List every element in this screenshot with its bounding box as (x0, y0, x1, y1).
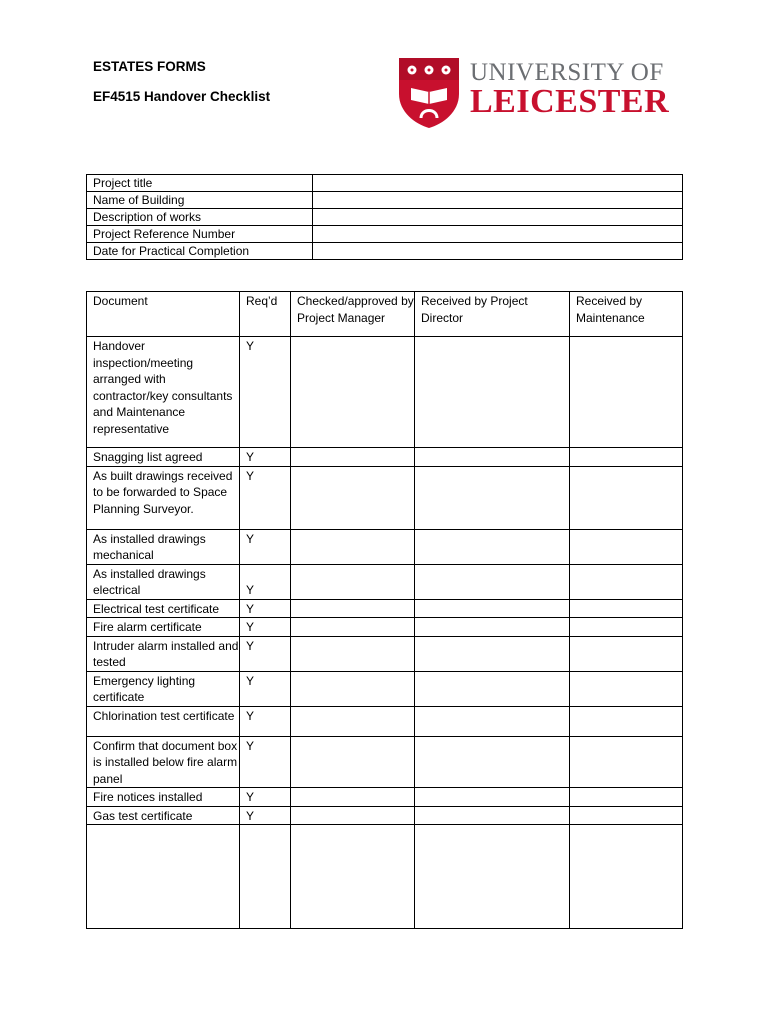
logo-line-leicester: LEICESTER (470, 83, 670, 120)
checklist-director-signoff-cell[interactable] (415, 706, 570, 736)
checklist-maintenance-signoff-cell[interactable] (570, 337, 683, 448)
checklist-document: Fire alarm certificate (87, 618, 240, 637)
checklist-maintenance-signoff-cell[interactable] (570, 466, 683, 529)
checklist-row (87, 671, 683, 706)
project-info-label: Name of Building (87, 192, 313, 209)
checklist-maintenance-signoff-cell[interactable] (570, 636, 683, 671)
checklist-row (87, 788, 683, 807)
project-info-label: Date for Practical Completion (87, 243, 313, 260)
header-received-by-maintenance: Received by Maintenance (570, 292, 683, 337)
checklist-document: Snagging list agreed (87, 448, 240, 467)
checklist-reqd: Y (240, 636, 291, 671)
checklist-maintenance-signoff-cell[interactable] (570, 706, 683, 736)
checklist-row (87, 825, 683, 929)
checklist-reqd: Y (240, 337, 291, 448)
university-logo (397, 56, 687, 130)
project-info-label: Project Reference Number (87, 226, 313, 243)
header-checked-by-pm: Checked/approved by Project Manager (291, 292, 415, 337)
checklist-row (87, 448, 683, 467)
handover-checklist-table (86, 291, 683, 929)
checklist-row (87, 337, 683, 448)
checklist-pm-signoff-cell[interactable] (291, 806, 415, 825)
checklist-row (87, 736, 683, 788)
project-info-value-field[interactable] (313, 175, 683, 192)
checklist-reqd (240, 825, 291, 929)
checklist-maintenance-signoff-cell[interactable] (570, 825, 683, 929)
logo-line-university-of: UNIVERSITY OF (470, 59, 664, 86)
checklist-row (87, 466, 683, 529)
checklist-maintenance-signoff-cell[interactable] (570, 788, 683, 807)
checklist-document: As installed drawings mechanical (87, 529, 240, 564)
checklist-pm-signoff-cell[interactable] (291, 337, 415, 448)
checklist-director-signoff-cell[interactable] (415, 599, 570, 618)
checklist-row (87, 636, 683, 671)
checklist-reqd: Y (240, 706, 291, 736)
checklist-pm-signoff-cell[interactable] (291, 825, 415, 929)
checklist-document: Fire notices installed (87, 788, 240, 807)
project-info-row (87, 226, 683, 243)
checklist-pm-signoff-cell[interactable] (291, 788, 415, 807)
checklist-director-signoff-cell[interactable] (415, 636, 570, 671)
form-title-heading: EF4515 Handover Checklist (93, 89, 271, 104)
checklist-reqd: Y (240, 788, 291, 807)
checklist-pm-signoff-cell[interactable] (291, 671, 415, 706)
checklist-director-signoff-cell[interactable] (415, 466, 570, 529)
project-info-value-field[interactable] (313, 226, 683, 243)
header-received-by-director: Received by Project Director (415, 292, 570, 337)
checklist-pm-signoff-cell[interactable] (291, 736, 415, 788)
checklist-maintenance-signoff-cell[interactable] (570, 529, 683, 564)
checklist-document: Electrical test certificate (87, 599, 240, 618)
checklist-pm-signoff-cell[interactable] (291, 529, 415, 564)
checklist-document: Confirm that document box is installed below fire alarm panel (87, 736, 240, 788)
checklist-document: Handover inspection/meeting arranged with contractor/key consultants and Maintenance representative (87, 337, 240, 448)
checklist-reqd: Y (240, 529, 291, 564)
checklist-director-signoff-cell[interactable] (415, 736, 570, 788)
checklist-document: As built drawings received to be forwarded to Space Planning Surveyor. (87, 466, 240, 529)
checklist-document: As installed drawings electrical (87, 564, 240, 599)
checklist-document: Intruder alarm installed and tested (87, 636, 240, 671)
checklist-pm-signoff-cell[interactable] (291, 564, 415, 599)
checklist-reqd: Y (240, 466, 291, 529)
checklist-reqd: Y (240, 618, 291, 637)
checklist-row (87, 599, 683, 618)
checklist-director-signoff-cell[interactable] (415, 448, 570, 467)
checklist-director-signoff-cell[interactable] (415, 825, 570, 929)
checklist-director-signoff-cell[interactable] (415, 671, 570, 706)
checklist-pm-signoff-cell[interactable] (291, 599, 415, 618)
header-document: Document (87, 292, 240, 337)
header-reqd: Req’d (240, 292, 291, 337)
checklist-document (87, 825, 240, 929)
checklist-reqd: Y (240, 806, 291, 825)
checklist-document: Gas test certificate (87, 806, 240, 825)
checklist-director-signoff-cell[interactable] (415, 788, 570, 807)
checklist-maintenance-signoff-cell[interactable] (570, 806, 683, 825)
checklist-document: Emergency lighting certificate (87, 671, 240, 706)
form-series-heading: ESTATES FORMS (93, 59, 206, 74)
project-info-row (87, 192, 683, 209)
project-info-value-field[interactable] (313, 243, 683, 260)
checklist-pm-signoff-cell[interactable] (291, 448, 415, 467)
checklist-maintenance-signoff-cell[interactable] (570, 618, 683, 637)
university-shield-icon (397, 56, 461, 130)
checklist-pm-signoff-cell[interactable] (291, 618, 415, 637)
checklist-reqd: Y (240, 599, 291, 618)
checklist-maintenance-signoff-cell[interactable] (570, 599, 683, 618)
checklist-maintenance-signoff-cell[interactable] (570, 564, 683, 599)
project-info-label: Project title (87, 175, 313, 192)
checklist-document: Chlorination test certificate (87, 706, 240, 736)
project-info-value-field[interactable] (313, 209, 683, 226)
project-info-label: Description of works (87, 209, 313, 226)
checklist-director-signoff-cell[interactable] (415, 618, 570, 637)
checklist-director-signoff-cell[interactable] (415, 806, 570, 825)
checklist-row (87, 618, 683, 637)
checklist-director-signoff-cell[interactable] (415, 529, 570, 564)
checklist-row (87, 806, 683, 825)
checklist-maintenance-signoff-cell[interactable] (570, 736, 683, 788)
project-info-table (86, 174, 683, 260)
checklist-pm-signoff-cell[interactable] (291, 466, 415, 529)
project-info-row (87, 175, 683, 192)
checklist-director-signoff-cell[interactable] (415, 564, 570, 599)
project-info-row (87, 243, 683, 260)
checklist-reqd: Y (240, 448, 291, 467)
project-info-row (87, 209, 683, 226)
checklist-row (87, 706, 683, 736)
checklist-row (87, 529, 683, 564)
checklist-director-signoff-cell[interactable] (415, 337, 570, 448)
project-info-value-field[interactable] (313, 192, 683, 209)
checklist-reqd: Y (240, 736, 291, 788)
checklist-reqd: Y (240, 564, 291, 599)
checklist-maintenance-signoff-cell[interactable] (570, 671, 683, 706)
checklist-pm-signoff-cell[interactable] (291, 636, 415, 671)
checklist-row (87, 564, 683, 599)
checklist-pm-signoff-cell[interactable] (291, 706, 415, 736)
checklist-maintenance-signoff-cell[interactable] (570, 448, 683, 467)
checklist-reqd: Y (240, 671, 291, 706)
